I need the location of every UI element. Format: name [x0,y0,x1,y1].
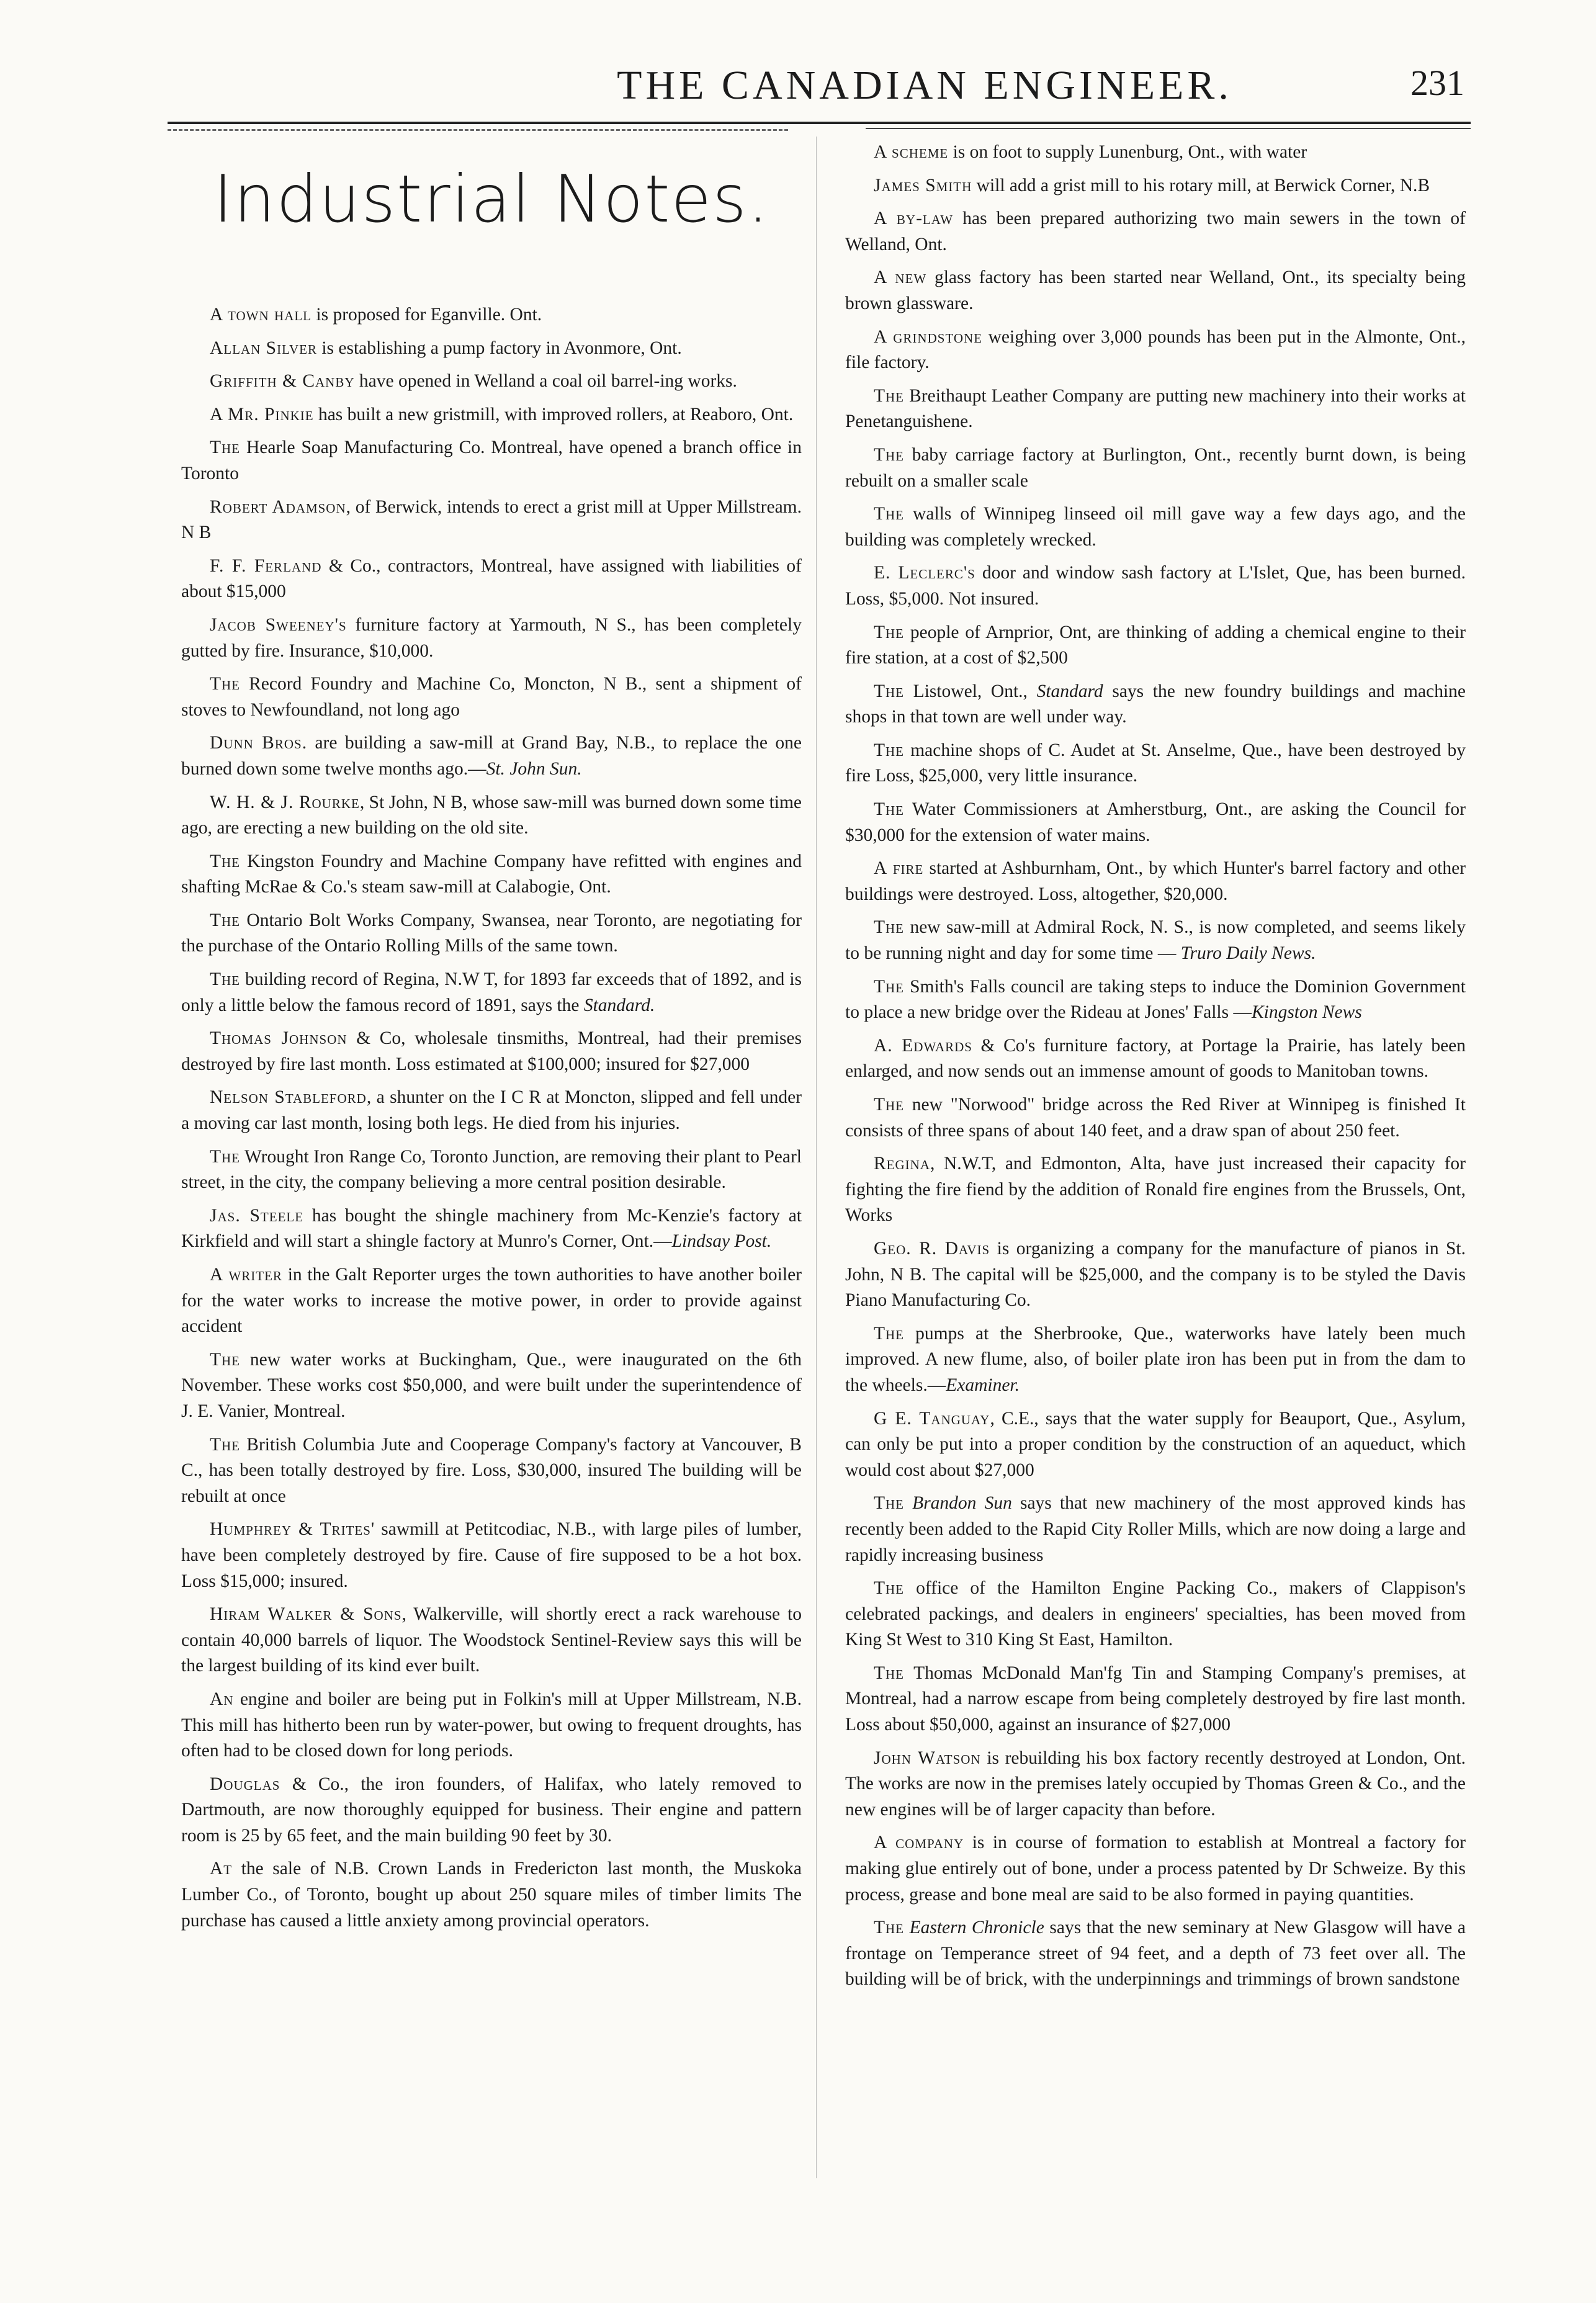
item-text: says that new machinery of the most approved kinds has recently been added to the Rapid City Roller Mills, which are now doing a large and rapidly increasing business [845,1493,1466,1565]
item-lead: A company [874,1833,964,1853]
news-item [845,1661,1466,1738]
news-item [181,1203,802,1255]
item-text: Record Foundry and Machine Co, Moncton, N B., sent a shipment of stoves to Newfoundland, not long ago [181,674,802,720]
news-item [845,974,1466,1026]
item-lead: James Smith [874,175,972,195]
news-item [845,442,1466,494]
news-item [181,908,802,959]
item-lead: The [210,969,241,990]
item-lead: A. Edwards [874,1035,972,1056]
item-lead: Griffith & Canby [210,371,355,392]
news-item [181,495,802,546]
item-text: Breithaupt Leather Company are putting new machinery into their works at Penetanguishene. [845,385,1466,432]
item-text: new saw-mill at Admiral Rock, N. S., is now completed, and seems likely to be running night and day for some time — [845,917,1466,964]
item-text: is establishing a pump factory in Avonmore, Ont. [316,338,682,358]
item-lead: Regina [874,1154,930,1174]
news-item [181,671,802,723]
news-item [181,554,802,605]
news-item [845,738,1466,789]
item-lead: The [210,1349,241,1370]
news-item [845,560,1466,612]
item-text: says that the new seminary at New Glasgow will have a frontage on Temperance street of 94 feet, and a depth of 73 feet over all. The building will be of brick, with the underpinnings and trimmings of brown sandstone [845,1918,1466,1990]
news-item [181,730,802,782]
news-item [845,1746,1466,1823]
item-lead: Thomas Johnson [210,1028,347,1049]
news-item [181,1517,802,1594]
news-item [181,1856,802,1934]
item-lead: Allan Silver [210,338,317,358]
section-title: Industrial Notes. [213,161,770,237]
item-text: Wrought Iron Range Co, Toronto Junction, are removing their plant to Pearl street, in the city, the company believing a more central position desirable. [181,1146,802,1193]
item-text: has bought the shingle machinery from Mc-Kenzie's factory at Kirkfield and will start a shingle factory at Munro's Corner, Ont.— [181,1205,802,1252]
news-item [845,856,1466,907]
news-item [845,620,1466,671]
right-column [845,140,1466,2000]
header-dashed-rule [168,129,788,131]
item-text: new water works at Buckingham, Que., were inaugurated on the 6th November. These works cost $50,000, and were built under the superintendence of J. E. Vanier, Montreal. [181,1349,802,1421]
item-text [904,1918,910,1937]
item-lead: E. Leclerc's [874,563,975,583]
news-item [845,1576,1466,1653]
news-item [181,402,802,428]
item-text [904,1493,912,1513]
item-text: in the Galt Reporter urges the town authorities to have another boiler for the water works to increase the motive power, in order to provide against accident [181,1265,802,1337]
news-item [845,797,1466,848]
item-lead: The [874,1918,905,1938]
news-item [845,206,1466,258]
news-item [845,1321,1466,1399]
item-lead: Humphrey & Trites' [210,1519,375,1540]
column-divider [816,137,817,2178]
page-header [174,62,1464,118]
journal-title: THE CANADIAN ENGINEER. [617,63,1232,108]
news-item [181,1262,802,1340]
left-column [181,152,802,1941]
item-text: & Co's furniture factory, at Portage la Prairie, has lately been enlarged, and now sends out an immense amount of goods to Manitoban towns. [845,1035,1466,1082]
item-lead: A scheme [874,142,949,162]
item-text: building record of Regina, N.W T, for 1893 far exceeds that of 1892, and is only a little below the famous record of 1891, says the [181,969,802,1015]
item-lead: The [210,438,241,458]
header-rule [168,122,1471,124]
news-item [845,1830,1466,1908]
news-item [845,1151,1466,1229]
news-item [845,1033,1466,1085]
item-text: is organizing a company for the manufacture of pianos in St. John, N B. The capital will be $25,000, and the company is to be styled the Davis Piano Manufacturing Co. [845,1238,1466,1311]
item-text: have opened in Welland a coal oil barrel-ing works. [354,371,737,392]
item-text: furniture factory at Yarmouth, N S., has been completely gutted by fire. Insurance, $10,000. [181,614,802,661]
news-item [181,435,802,487]
item-lead: F. F. Ferland [210,555,322,576]
item-text: , C.E., says that the water supply for Beauport, Que., Asylum, can only be put into a proper condition by the construction of an aqueduct, which would cost about $27,000 [845,1408,1466,1480]
item-lead: Robert Adamson [210,496,346,517]
item-lead: A writer [210,1265,282,1285]
item-text: is proposed for Eganville. Ont. [312,305,542,325]
item-text: the sale of N.B. Crown Lands in Fredericton last month, the Muskoka Lumber Co., of Toronto, bought up about 250 square miles of timber limits The purchase has caused a little anxiety among provincial operators. [181,1859,802,1931]
item-lead: The [874,504,905,524]
item-lead: A fire [874,858,924,879]
item-italic: St. John Sun. [486,758,582,779]
news-item [181,1347,802,1425]
item-lead: The [874,622,905,642]
news-item [181,849,802,900]
item-text: Thomas McDonald Man'fg Tin and Stamping Company's premises, at Montreal, had a narrow escape from being completely destroyed by fire last month. Loss about $50,000, against an insurance of $27,000 [845,1663,1466,1735]
item-italic: Eastern Chronicle [909,1918,1044,1938]
item-lead: W. H. & J. Rourke [210,792,360,812]
item-text: glass factory has been started near Welland, Ont., its specialty being brown glassware. [845,267,1466,313]
item-lead: Nelson Stableford [210,1087,367,1108]
item-text: & Co., contractors, Montreal, have assigned with liabilities of about $15,000 [181,555,802,602]
item-text: Listowel, Ont., [904,681,1037,701]
item-lead: The [210,910,241,930]
item-italic: Lindsay Post. [671,1231,772,1252]
item-text: engine and boiler are being put in Folkin's mill at Upper Millstream, N.B. This mill has hitherto been run by water-power, but owing to frequent droughts, has often had to be closed down for long periods. [181,1689,802,1761]
news-item [845,265,1466,316]
item-lead: John Watson [874,1748,981,1768]
item-lead: The [874,385,905,406]
item-lead: Dunn Bros. [210,733,308,753]
news-item [181,790,802,842]
item-text: Kingston Foundry and Machine Company have refitted with engines and shafting McRae & Co.'s steam saw-mill at Calabogie, Ont. [181,851,802,897]
news-item [181,369,802,395]
item-text: & Co., the iron founders, of Halifax, who lately removed to Dartmouth, are now thoroughly equipped for business. Their engine and pattern room is 25 by 65 feet, and the main building 90 feet by 30. [181,1774,802,1846]
item-text: new "Norwood" bridge across the Red River at Winnipeg is finished It consists of three spans of about 140 feet, and a draw span of about 250 feet. [845,1095,1466,1141]
item-lead: A Mr. Pinkie [210,404,314,424]
item-lead: The [874,976,905,997]
item-lead: Jas. Steele [210,1205,304,1226]
item-italic: Examiner. [946,1375,1020,1395]
item-lead: The [874,1663,905,1683]
item-lead: The [210,674,241,694]
news-item [845,1236,1466,1314]
item-lead: The [874,740,905,760]
item-italic: Standard. [583,995,655,1015]
item-lead: The [874,1095,905,1115]
news-item [845,679,1466,730]
news-item [845,140,1466,166]
item-lead: The [210,851,241,871]
news-item [845,915,1466,966]
item-text: baby carriage factory at Burlington, Ont., recently burnt down, is being rebuilt on a smaller scale [845,444,1466,491]
news-item [181,1144,802,1196]
item-lead: The [874,1578,905,1599]
item-lead: The [210,1146,241,1167]
item-italic: Truro Daily News. [1180,943,1316,964]
news-item [845,325,1466,376]
item-lead: The [874,917,905,938]
item-text: pumps at the Sherbrooke, Que., waterworks have lately been much improved. A new flume, also, of boiler plate iron has been put in from the dam to the wheels.— [845,1323,1466,1395]
item-text: , N.W.T, and Edmonton, Alta, have just increased their capacity for fighting the fire fiend by the addition of Ronald fire engines from the Brussels, Ont, Works [845,1154,1466,1226]
item-lead: Jacob Sweeney's [210,614,347,635]
item-text: door and window sash factory at L'Islet, Que, has been burned. Loss, $5,000. Not insured. [845,563,1466,609]
item-lead: The [874,444,905,465]
item-text: office of the Hamilton Engine Packing Co., makers of Clappison's celebrated packings, and dealers in engineers' specialties, has been moved from King St West to 310 King St East, Hamilton. [845,1578,1466,1650]
item-text: , of Berwick, intends to erect a grist mill at Upper Millstream. N B [181,496,802,543]
item-text: is on foot to supply Lunenburg, Ont., with water [948,142,1307,162]
item-lead: A by-law [874,209,954,229]
item-lead: A grindstone [874,326,983,347]
item-text: has built a new gristmill, with improved rollers, at Reaboro, Ont. [313,404,794,424]
item-lead: The [874,1323,905,1344]
item-lead: G E. Tanguay [874,1408,990,1429]
item-lead: The [874,681,905,701]
news-item [181,1687,802,1764]
item-text: , St John, N B, whose saw-mill was burned down some time ago, are erecting a new building on the old site. [181,792,802,838]
news-item [181,302,802,328]
news-item [181,613,802,664]
item-italic: Standard [1036,681,1103,701]
header-rule-secondary [866,128,1471,129]
item-lead: A new [874,267,927,288]
item-text: , a shunter on the I C R at Moncton, slipped and fell under a moving car last month, losing both legs. He died from his injuries. [181,1087,802,1134]
item-text: says the new foundry buildings and machine shops in that town are well under way. [845,681,1466,727]
item-text: machine shops of C. Audet at St. Anselme, Que., have been destroyed by fire Loss, $25,000, very little insurance. [845,740,1466,786]
item-lead: At [210,1859,233,1879]
item-text: Hearle Soap Manufacturing Co. Montreal, have opened a branch office in Toronto [181,438,802,483]
news-item [181,1432,802,1510]
item-text: started at Ashburnham, Ont., by which Hunter's barrel factory and other buildings were destroyed. Loss, altogether, $20,000. [845,858,1466,904]
item-text: sawmill at Petitcodiac, N.B., with large piles of lumber, have been completely destroyed by fire. Cause of fire supposed to be a hot box. Loss $15,000; insured. [181,1519,802,1591]
item-text: & Co, wholesale tinsmiths, Montreal, had their premises destroyed by fire last month. Loss estimated at $100,000; insured for $27,000 [181,1028,802,1074]
item-italic: Kingston News [1251,1002,1362,1023]
item-text: , Walkerville, will shortly erect a rack warehouse to contain 40,000 barrels of liquor. The Woodstock Sentinel-Review says this will be the largest building of its kind ever built. [181,1604,802,1676]
item-text: will add a grist mill to his rotary mill, at Berwick Corner, N.B [972,175,1430,195]
item-lead: Douglas [210,1774,280,1794]
news-item [845,384,1466,435]
news-item [845,1491,1466,1568]
item-lead: Geo. R. Davis [874,1238,990,1259]
news-item [845,501,1466,553]
item-lead: The [210,1434,241,1455]
news-item [181,967,802,1018]
item-text: British Columbia Jute and Cooperage Company's factory at Vancouver, B C., has been totally destroyed by fire. Loss, $30,000, insured The building will be rebuilt at once [181,1434,802,1506]
item-lead: The [874,799,905,820]
item-text: are building a saw-mill at Grand Bay, N.B., to replace the one burned down some twelve months ago.— [181,733,802,779]
news-item [845,1092,1466,1144]
news-item [845,1915,1466,1993]
item-text: is rebuilding his box factory recently destroyed at London, Ont. The works are now in the premises lately occupied by Thomas Green & Co., and the new engines will be of larger capacity than before. [845,1748,1466,1820]
item-text: Smith's Falls council are taking steps to induce the Dominion Government to place a new bridge over the Rideau at Jones' Falls — [845,976,1466,1023]
news-item [181,336,802,362]
news-item [181,1026,802,1077]
item-lead: Hiram Walker & Sons [210,1604,402,1625]
news-item [181,1772,802,1849]
page-number: 231 [1410,63,1464,103]
item-text: walls of Winnipeg linseed oil mill gave way a few days ago, and the building was completely wrecked. [845,504,1466,550]
item-text: has been prepared authorizing two main sewers in the town of Welland, Ont. [845,209,1466,254]
item-italic: Brandon Sun [912,1493,1012,1514]
item-text: weighing over 3,000 pounds has been put in the Almonte, Ont., file factory. [845,326,1466,373]
news-item [845,1406,1466,1484]
item-text: is in course of formation to establish at Montreal a factory for making glue entirely out of bone, under a process patented by Dr Schweize. By this process, grease and bone meal are said to be also formed in paying quantities. [845,1833,1466,1905]
item-lead: A town hall [210,305,312,325]
item-text: Water Commissioners at Amherstburg, Ont., are asking the Council for $30,000 for the extension of water mains. [845,799,1466,845]
item-lead: An [210,1689,234,1709]
news-item [845,173,1466,199]
news-item [181,1085,802,1136]
news-item [181,1602,802,1679]
item-lead: The [874,1493,905,1514]
item-text: people of Arnprior, Ont, are thinking of adding a chemical engine to their fire station, at a cost of $2,500 [845,622,1466,668]
item-text: Ontario Bolt Works Company, Swansea, near Toronto, are negotiating for the purchase of the Ontario Rolling Mills of the same town. [181,910,802,956]
